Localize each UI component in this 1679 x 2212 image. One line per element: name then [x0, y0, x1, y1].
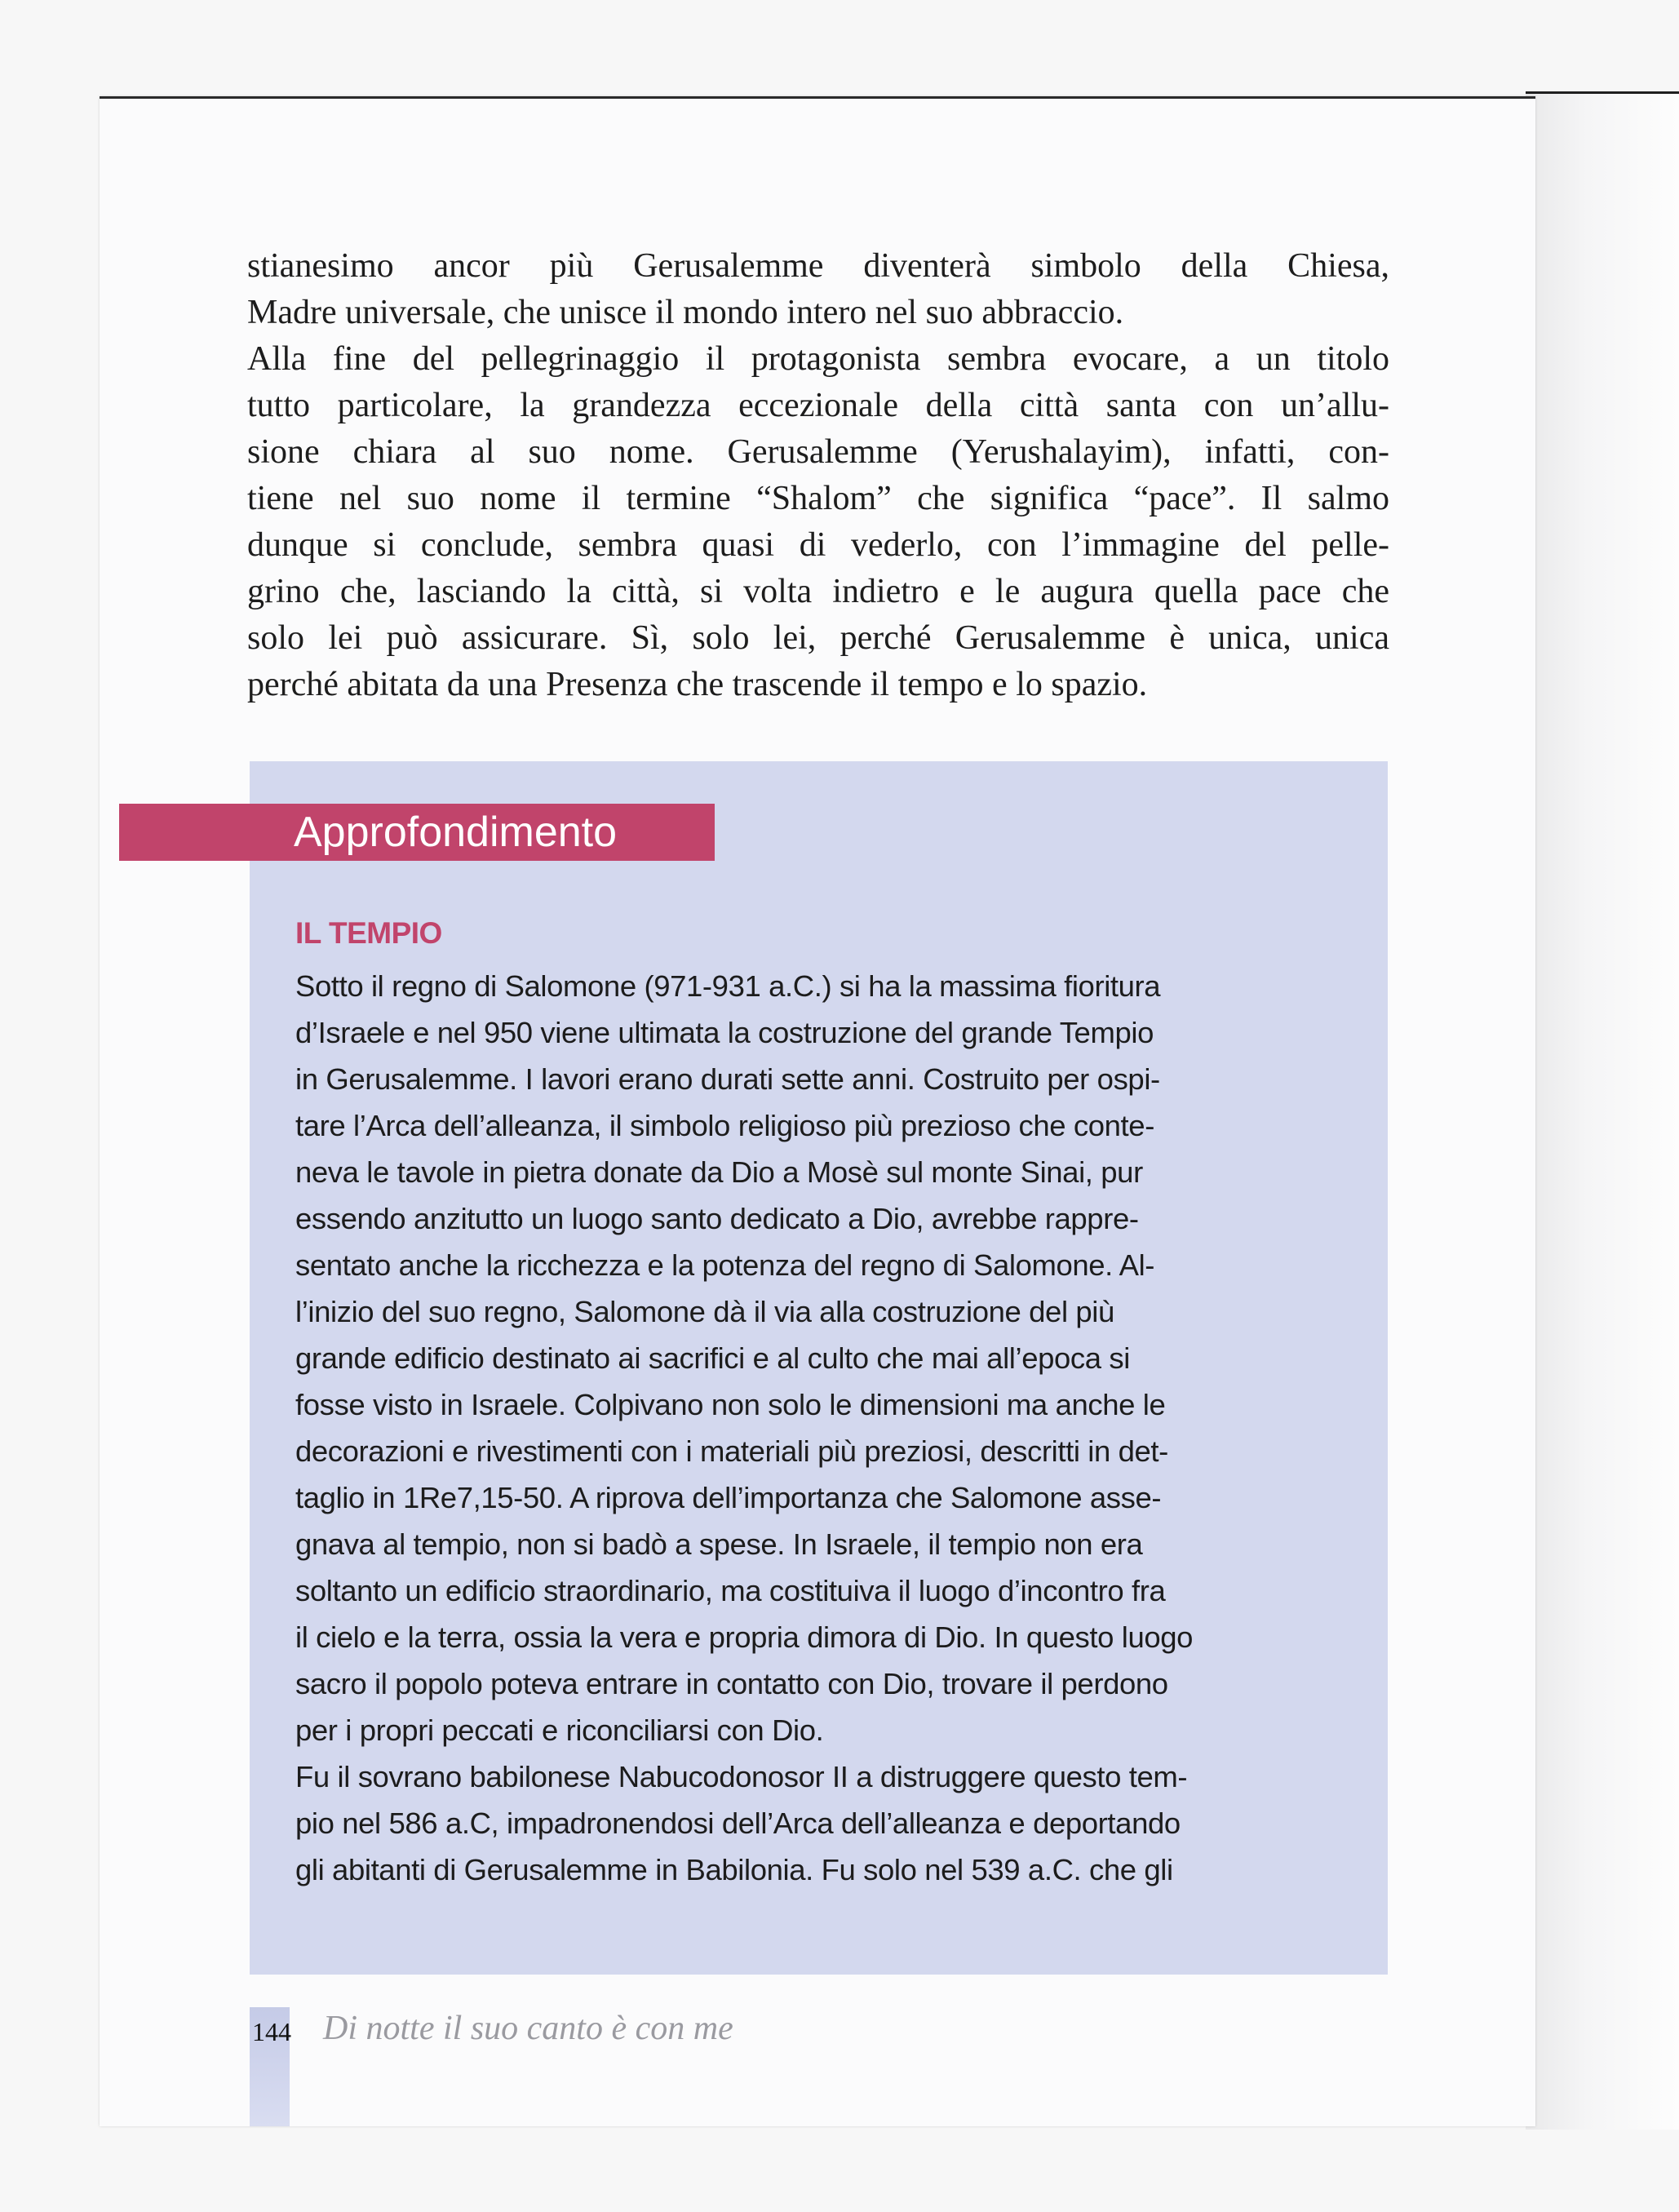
intro-line: solo lei può assicurare. Sì, solo lei, perché Gerusalemme è unica, unica [247, 619, 1389, 657]
intro-line: sione chiara al suo nome. Gerusalemme (Yerushalayim), infatti, con- [247, 433, 1389, 471]
box-line: grande edificio destinato ai sacrifici e al culto che mai all’epoca si [295, 1341, 1130, 1375]
box-line: pio nel 586 a.C, impadronendosi dell’Arca dell’alleanza e deportando [295, 1806, 1181, 1840]
box-line: decorazioni e rivestimenti con i materiali più preziosi, descritti in det- [295, 1434, 1168, 1468]
box-line: fosse visto in Israele. Colpivano non solo le dimensioni ma anche le [295, 1388, 1166, 1421]
box-line: tare l’Arca dell’alleanza, il simbolo religioso più prezioso che conte- [295, 1109, 1154, 1142]
intro-line: Madre universale, che unisce il mondo intero nel suo abbraccio. [247, 294, 1124, 331]
box-line: il cielo e la terra, ossia la vera e propria dimora di Dio. In questo luogo [295, 1620, 1194, 1654]
box-line: Sotto il regno di Salomone (971-931 a.C.) si ha la massima fioritura [295, 969, 1161, 1003]
box-line: sentato anche la ricchezza e la potenza del regno di Salomone. Al- [295, 1248, 1155, 1282]
box-line: per i propri peccati e riconciliarsi con Dio. [295, 1713, 824, 1747]
intro-line: tiene nel suo nome il termine “Shalom” che significa “pace”. Il salmo [247, 480, 1389, 517]
intro-line: perché abitata da una Presenza che trascende il tempo e lo spazio. [247, 666, 1148, 703]
facing-page-edge [1526, 91, 1679, 2130]
intro-text [247, 243, 1389, 708]
page-number: 144 [252, 2017, 291, 2046]
box-line: sacro il popolo poteva entrare in contatto con Dio, trovare il perdono [295, 1667, 1168, 1700]
box-line: Fu il sovrano babilonese Nabucodonosor II a distruggere questo tem- [295, 1760, 1188, 1793]
section-label: Approfondimento [119, 804, 715, 861]
intro-line: dunque si conclude, sembra quasi di vederlo, con l’immagine del pelle- [247, 526, 1389, 564]
box-line: taglio in 1Re7,15-50. A riprova dell’importanza che Salomone asse- [295, 1481, 1162, 1514]
intro-line: Alla fine del pellegrinaggio il protagonista sembra evocare, a un titolo [247, 340, 1389, 378]
box-body [295, 963, 1338, 1893]
box-line: gli abitanti di Gerusalemme in Babilonia. Fu solo nel 539 a.C. che gli [295, 1853, 1173, 1886]
box-title: IL TEMPIO [295, 916, 442, 950]
box-line: l’inizio del suo regno, Salomone dà il via alla costruzione del più [295, 1295, 1114, 1328]
running-title: Di notte il suo canto è con me [323, 2010, 733, 2047]
box-line: gnava al tempio, non si badò a spese. In Israele, il tempio non era [295, 1527, 1143, 1561]
box-line: soltanto un edificio straordinario, ma costituiva il luogo d’incontro fra [295, 1574, 1166, 1607]
intro-line: stianesimo ancor più Gerusalemme diventerà simbolo della Chiesa, [247, 247, 1389, 285]
box-line: essendo anzitutto un luogo santo dedicato a Dio, avrebbe rappre- [295, 1202, 1139, 1235]
box-line: neva le tavole in pietra donate da Dio a Mosè sul monte Sinai, pur [295, 1155, 1143, 1189]
intro-line: grino che, lasciando la città, si volta indietro e le augura quella pace che [247, 573, 1389, 610]
box-line: d’Israele e nel 950 viene ultimata la costruzione del grande Tempio [295, 1016, 1154, 1049]
box-line: in Gerusalemme. I lavori erano durati sette anni. Costruito per ospi- [295, 1062, 1160, 1096]
intro-line: tutto particolare, la grandezza eccezionale della città santa con un’allu- [247, 387, 1389, 424]
